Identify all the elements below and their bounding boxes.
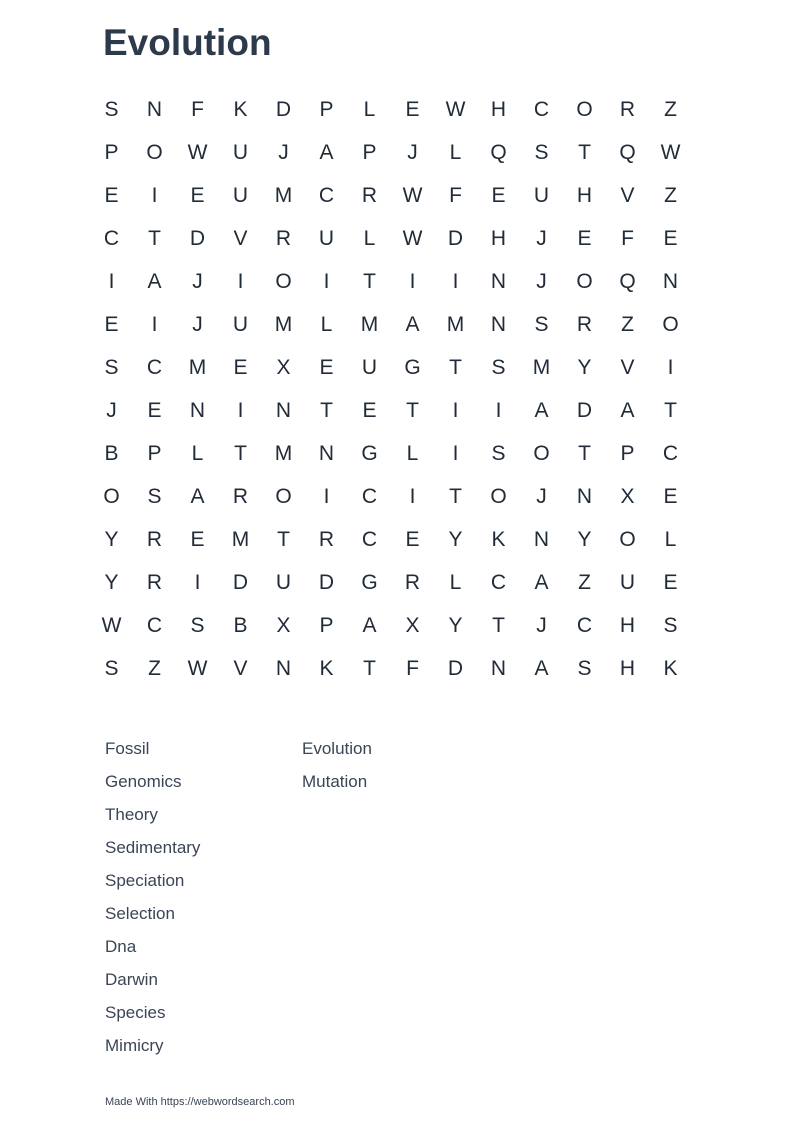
word-list-item: Mutation	[302, 772, 368, 791]
grid-letter: T	[234, 442, 247, 465]
grid-letter: Z	[578, 571, 591, 594]
grid-letter: N	[490, 270, 507, 293]
grid-letter: P	[319, 614, 334, 637]
footer-credit: Made With https://webwordsearch.com	[105, 1096, 295, 1108]
grid-letter: L	[191, 442, 204, 465]
grid-letter: N	[533, 528, 550, 551]
grid-letter: W	[402, 227, 423, 250]
grid-letter: Q	[619, 270, 636, 293]
grid-letter: M	[274, 184, 293, 207]
word-list-item: Darwin	[105, 970, 158, 989]
grid-letter: T	[664, 399, 677, 422]
grid-letter: M	[446, 313, 465, 336]
word-list	[105, 735, 499, 1065]
grid-letter: T	[449, 356, 462, 379]
grid-letter: X	[620, 485, 635, 508]
grid-letter: I	[151, 184, 158, 207]
grid-letter: D	[447, 657, 464, 680]
grid-letter: J	[536, 614, 547, 637]
grid-letter: J	[536, 270, 547, 293]
grid-letter: A	[319, 141, 334, 164]
grid-letter: E	[104, 313, 119, 336]
grid-letter: M	[188, 356, 207, 379]
grid-letter: C	[576, 614, 593, 637]
grid-letter: C	[533, 98, 550, 121]
grid-letter: R	[232, 485, 249, 508]
grid-letter: M	[231, 528, 250, 551]
grid-letter: O	[146, 141, 163, 164]
grid-letter: C	[490, 571, 507, 594]
grid-letter: C	[318, 184, 335, 207]
grid-letter: E	[405, 528, 420, 551]
grid-letter: O	[103, 485, 120, 508]
grid-letter: Z	[664, 98, 677, 121]
grid-letter: D	[275, 98, 292, 121]
grid-letter: E	[190, 184, 205, 207]
grid-letter: C	[146, 614, 163, 637]
grid-letter: C	[146, 356, 163, 379]
grid-letter: S	[491, 356, 506, 379]
grid-letter: I	[194, 571, 201, 594]
grid-letter: O	[490, 485, 507, 508]
grid-letter: S	[491, 442, 506, 465]
grid-letter: F	[449, 184, 462, 207]
grid-letter: W	[101, 614, 122, 637]
word-list-item: Evolution	[302, 739, 372, 758]
grid-letter: T	[406, 399, 419, 422]
grid-letter: X	[276, 356, 291, 379]
grid-letter: U	[318, 227, 335, 250]
grid-letter: F	[621, 227, 634, 250]
grid-letter: P	[362, 141, 377, 164]
grid-letter: L	[363, 98, 376, 121]
grid-letter: F	[406, 657, 419, 680]
grid-letter: O	[576, 98, 593, 121]
grid-letter: E	[362, 399, 377, 422]
grid-letter: A	[362, 614, 377, 637]
grid-letter: S	[104, 98, 119, 121]
grid-letter: T	[277, 528, 290, 551]
grid-letter: U	[232, 313, 249, 336]
grid-letter: O	[275, 270, 292, 293]
grid-letter: I	[667, 356, 674, 379]
grid-letter: M	[274, 313, 293, 336]
grid-letter: T	[578, 141, 591, 164]
grid-letter: N	[275, 399, 292, 422]
grid-letter: H	[490, 227, 507, 250]
grid-letter: W	[445, 98, 466, 121]
word-list-item: Genomics	[105, 772, 182, 791]
grid-letter: R	[619, 98, 636, 121]
grid-letter: Z	[664, 184, 677, 207]
grid-letter: N	[490, 313, 507, 336]
grid-letter: J	[278, 141, 289, 164]
grid-letter: U	[619, 571, 636, 594]
grid-letter: V	[620, 184, 635, 207]
grid-letter: I	[151, 313, 158, 336]
grid-letter: P	[620, 442, 635, 465]
grid-letter: M	[360, 313, 379, 336]
letter-grid	[90, 88, 692, 690]
grid-letter: R	[146, 571, 163, 594]
grid-letter: L	[320, 313, 333, 336]
grid-letter: B	[233, 614, 248, 637]
grid-letter: Z	[621, 313, 634, 336]
grid-letter: S	[104, 657, 119, 680]
grid-letter: K	[233, 98, 248, 121]
grid-letter: B	[104, 442, 119, 465]
grid-letter: L	[449, 571, 462, 594]
grid-letter: G	[404, 356, 421, 379]
grid-letter: L	[664, 528, 677, 551]
grid-letter: Y	[577, 528, 592, 551]
grid-letter: K	[319, 657, 334, 680]
grid-letter: D	[576, 399, 593, 422]
grid-letter: K	[663, 657, 678, 680]
grid-letter: V	[620, 356, 635, 379]
grid-letter: M	[274, 442, 293, 465]
grid-letter: I	[323, 485, 330, 508]
grid-letter: D	[318, 571, 335, 594]
word-list-item: Fossil	[105, 739, 150, 758]
grid-letter: Y	[104, 571, 119, 594]
grid-letter: R	[275, 227, 292, 250]
grid-letter: N	[662, 270, 679, 293]
grid-letter: Y	[448, 528, 463, 551]
grid-letter: S	[104, 356, 119, 379]
grid-letter: V	[233, 657, 248, 680]
grid-letter: X	[405, 614, 420, 637]
grid-letter: S	[190, 614, 205, 637]
grid-letter: S	[663, 614, 678, 637]
grid-letter: A	[190, 485, 205, 508]
grid-letter: I	[495, 399, 502, 422]
grid-letter: E	[663, 227, 678, 250]
grid-letter: C	[103, 227, 120, 250]
grid-letter: A	[147, 270, 162, 293]
grid-letter: N	[576, 485, 593, 508]
grid-letter: W	[402, 184, 423, 207]
grid-letter: O	[619, 528, 636, 551]
grid-letter: N	[275, 657, 292, 680]
grid-letter: C	[361, 485, 378, 508]
word-list-item: Selection	[105, 904, 175, 923]
word-list-item: Dna	[105, 937, 137, 956]
grid-letter: E	[577, 227, 592, 250]
grid-letter: K	[491, 528, 506, 551]
grid-letter: E	[190, 528, 205, 551]
grid-letter: T	[363, 657, 376, 680]
grid-letter: C	[361, 528, 378, 551]
grid-letter: I	[452, 270, 459, 293]
grid-letter: O	[533, 442, 550, 465]
grid-letter: R	[318, 528, 335, 551]
grid-letter: U	[232, 141, 249, 164]
grid-letter: P	[104, 141, 119, 164]
grid-letter: T	[320, 399, 333, 422]
grid-letter: A	[534, 399, 549, 422]
grid-letter: L	[449, 141, 462, 164]
grid-letter: N	[146, 98, 163, 121]
grid-letter: W	[187, 657, 208, 680]
grid-letter: L	[363, 227, 376, 250]
grid-letter: Y	[104, 528, 119, 551]
grid-letter: P	[319, 98, 334, 121]
grid-letter: E	[147, 399, 162, 422]
grid-letter: N	[318, 442, 335, 465]
page-title: Evolution	[103, 22, 272, 63]
grid-letter: E	[491, 184, 506, 207]
grid-letter: T	[148, 227, 161, 250]
grid-letter: J	[106, 399, 117, 422]
grid-letter: G	[361, 571, 378, 594]
grid-letter: J	[407, 141, 418, 164]
grid-letter: T	[492, 614, 505, 637]
grid-letter: Y	[577, 356, 592, 379]
grid-letter: O	[576, 270, 593, 293]
grid-letter: A	[405, 313, 420, 336]
grid-letter: J	[536, 227, 547, 250]
grid-letter: W	[660, 141, 681, 164]
grid-letter: S	[534, 141, 549, 164]
grid-letter: I	[108, 270, 115, 293]
word-list-item: Sedimentary	[105, 838, 201, 857]
grid-letter: S	[147, 485, 162, 508]
grid-letter: H	[576, 184, 593, 207]
grid-letter: O	[662, 313, 679, 336]
grid-letter: U	[275, 571, 292, 594]
grid-letter: P	[147, 442, 162, 465]
grid-letter: A	[534, 657, 549, 680]
grid-letter: A	[620, 399, 635, 422]
grid-letter: V	[233, 227, 248, 250]
grid-letter: M	[532, 356, 551, 379]
word-list-item: Theory	[105, 805, 158, 824]
grid-letter: N	[189, 399, 206, 422]
grid-letter: I	[323, 270, 330, 293]
grid-letter: S	[534, 313, 549, 336]
grid-letter: H	[619, 614, 636, 637]
grid-letter: R	[404, 571, 421, 594]
grid-letter: Y	[448, 614, 463, 637]
grid-letter: D	[447, 227, 464, 250]
grid-letter: N	[490, 657, 507, 680]
grid-letter: E	[405, 98, 420, 121]
grid-letter: T	[578, 442, 591, 465]
grid-letter: R	[361, 184, 378, 207]
grid-letter: G	[361, 442, 378, 465]
grid-letter: H	[490, 98, 507, 121]
grid-letter: D	[232, 571, 249, 594]
grid-letter: U	[533, 184, 550, 207]
grid-letter: E	[663, 485, 678, 508]
grid-letter: I	[237, 399, 244, 422]
grid-letter: U	[232, 184, 249, 207]
word-list-item: Species	[105, 1003, 166, 1022]
grid-letter: E	[663, 571, 678, 594]
grid-letter: Z	[148, 657, 161, 680]
grid-letter: E	[233, 356, 248, 379]
grid-letter: L	[406, 442, 419, 465]
grid-letter: T	[449, 485, 462, 508]
grid-letter: I	[452, 399, 459, 422]
grid-letter: J	[192, 270, 203, 293]
grid-letter: I	[452, 442, 459, 465]
grid-letter: E	[319, 356, 334, 379]
grid-letter: E	[104, 184, 119, 207]
grid-letter: Q	[490, 141, 507, 164]
grid-letter: I	[409, 270, 416, 293]
grid-letter: I	[237, 270, 244, 293]
grid-letter: S	[577, 657, 592, 680]
grid-letter: W	[187, 141, 208, 164]
grid-letter: X	[276, 614, 291, 637]
grid-letter: U	[361, 356, 378, 379]
grid-letter: Q	[619, 141, 636, 164]
grid-letter: F	[191, 98, 204, 121]
grid-letter: J	[536, 485, 547, 508]
grid-letter: H	[619, 657, 636, 680]
grid-letter: R	[576, 313, 593, 336]
grid-letter: T	[363, 270, 376, 293]
grid-letter: C	[662, 442, 679, 465]
grid-letter: O	[275, 485, 292, 508]
grid-letter: R	[146, 528, 163, 551]
grid-letter: J	[192, 313, 203, 336]
word-list-item: Mimicry	[105, 1036, 164, 1055]
grid-letter: I	[409, 485, 416, 508]
word-list-item: Speciation	[105, 871, 185, 890]
grid-letter: D	[189, 227, 206, 250]
grid-letter: A	[534, 571, 549, 594]
